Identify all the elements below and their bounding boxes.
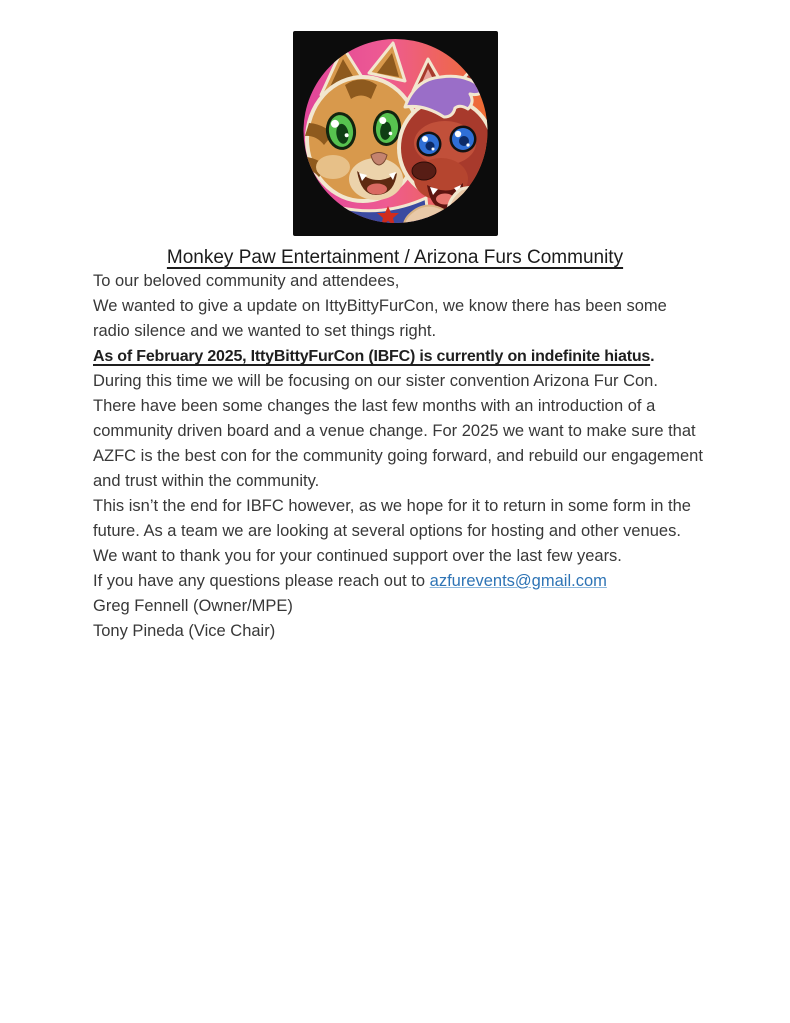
contact-line: [93, 569, 705, 594]
page-title: Monkey Paw Entertainment / Arizona Furs Community: [166, 247, 624, 268]
paragraph-changes: There have been some changes the last few months with an introduction of a community driven board and a venue change. For 2025 we want to make sure that AZFC is the best con for the community going forward, and rebuild our engagement and trust within the community.: [93, 397, 703, 490]
signature-owner: Greg Fennell (Owner/MPE): [93, 597, 293, 615]
hiatus-notice-underlined-text: As of February 2025, IttyBittyFurCon (IBFC) is currently on indefinite hiatus: [93, 348, 651, 365]
hiatus-notice: [93, 344, 705, 369]
signature-vice-chair: Tony Pineda (Vice Chair): [93, 622, 276, 640]
hiatus-notice-period: .: [650, 348, 655, 365]
letter-body: [93, 269, 705, 644]
paragraph-update: We wanted to give a update on IttyBittyFurCon, we know there has been some radio silence and we wanted to set things right.: [93, 297, 667, 340]
paragraph-focus: During this time we will be focusing on our sister convention Arizona Fur Con.: [93, 372, 658, 390]
salutation-line: To our beloved community and attendees,: [93, 272, 400, 290]
paragraph-future: This isn’t the end for IBFC however, as we hope for it to return in some form in the future. As a team we are looking at several options for hosting and other venues. We want to thank you for your continued support over the last few years.: [93, 497, 691, 565]
contact-line-prefix: If you have any questions please reach out to: [93, 572, 430, 590]
community-logo-image: [293, 31, 498, 236]
email-link[interactable]: azfurevents@gmail.com: [429, 572, 607, 590]
